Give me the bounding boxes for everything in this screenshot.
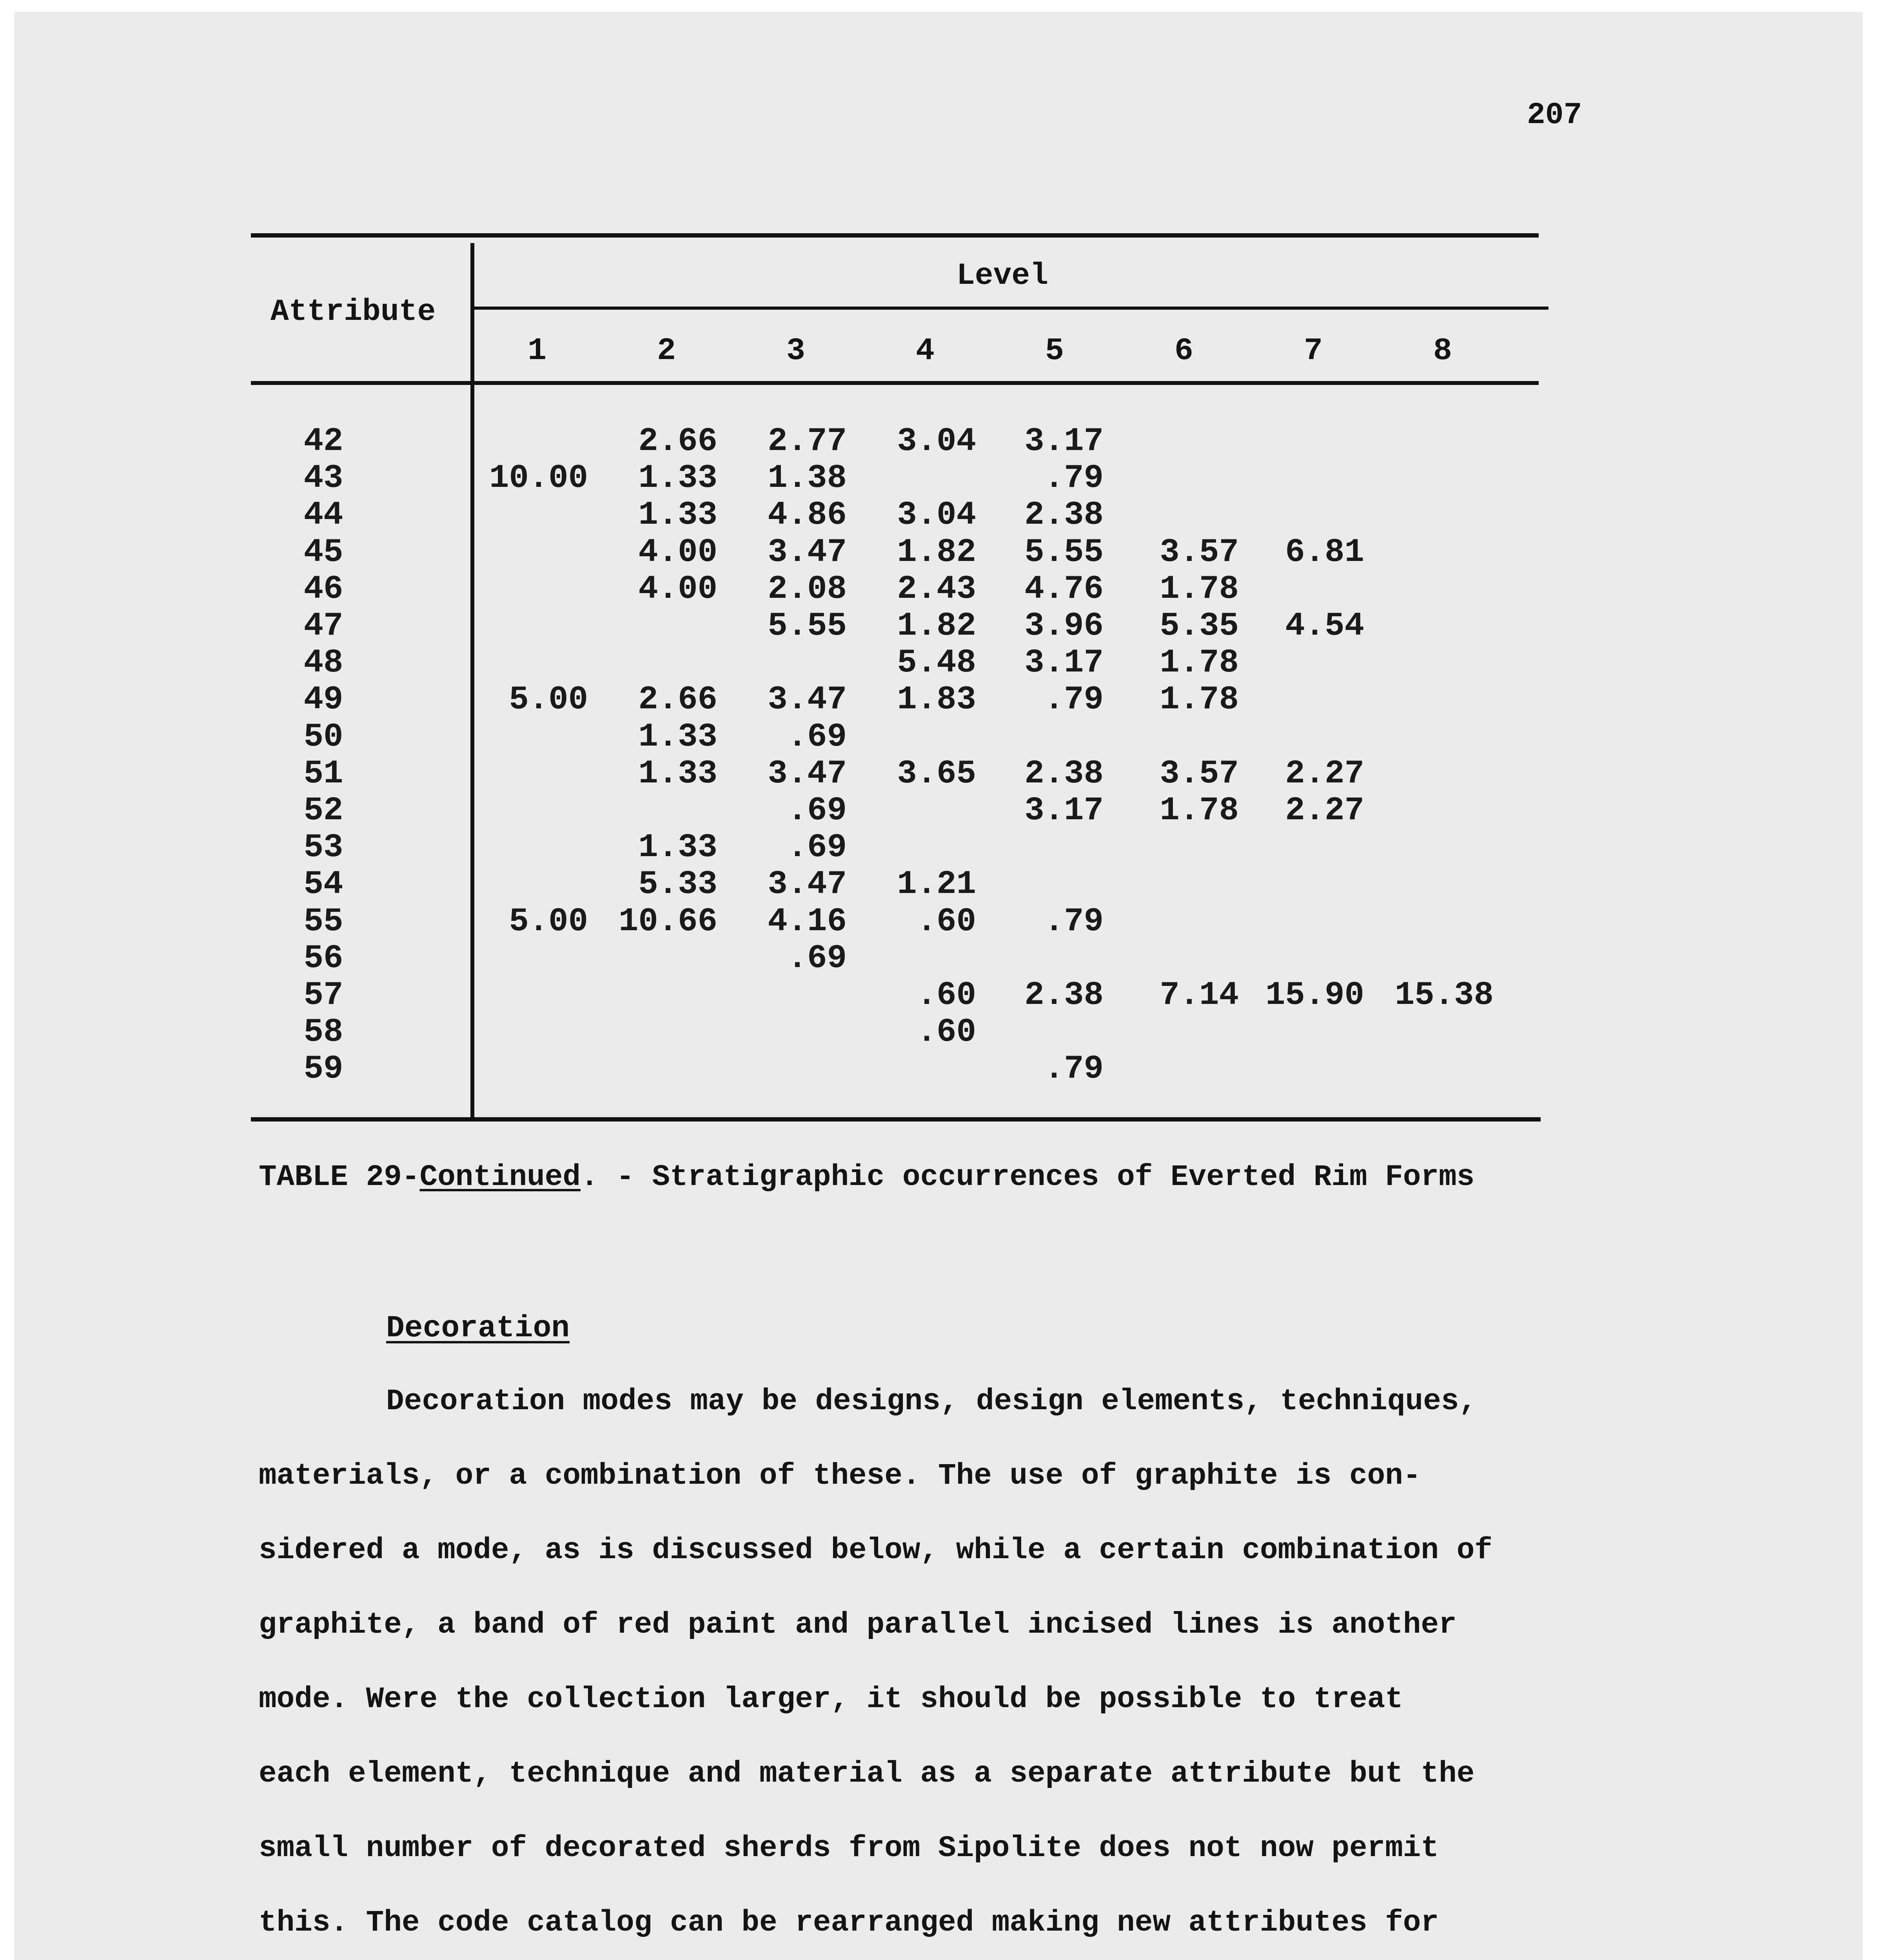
table-cell: 2.43 (897, 571, 976, 608)
attribute-cell: 58 (303, 1014, 343, 1051)
table-bottom-rule (251, 1117, 1541, 1122)
level-column-header: 5 (1045, 333, 1064, 369)
paragraph-line: each element, technique and material as a separate attribute but the (259, 1757, 1475, 1791)
table-cell: 4.54 (1285, 608, 1364, 645)
table-cell: 3.57 (1160, 534, 1239, 571)
caption-prefix: TABLE 29- (259, 1160, 420, 1194)
attribute-cell: 53 (303, 829, 343, 866)
level-column-header: 2 (657, 333, 676, 369)
table-cell: 4.76 (1024, 571, 1104, 608)
table-cell: 2.27 (1285, 755, 1364, 793)
table-cell: 4.00 (638, 571, 717, 608)
table-cell: 3.04 (897, 423, 976, 460)
table-cell: 15.90 (1265, 977, 1364, 1014)
table-cell: .60 (917, 977, 976, 1014)
table-cell: .79 (1044, 1051, 1104, 1088)
table-cell: 2.08 (768, 571, 847, 608)
table-cell: 4.16 (768, 903, 847, 940)
attribute-cell: 56 (303, 940, 343, 977)
paragraph-line: small number of decorated sherds from Sipolite does not now permit (259, 1831, 1439, 1865)
table-cell: .69 (787, 829, 847, 866)
table-cell: 3.17 (1024, 792, 1104, 829)
table-cell: 4.86 (768, 497, 847, 534)
caption-suffix: . - Stratigraphic occurrences of Everted Rim Forms (580, 1160, 1475, 1194)
table-cell: 5.55 (768, 608, 847, 645)
table-cell: .60 (917, 903, 976, 940)
table-cell: .69 (787, 792, 847, 829)
table-cell: 5.35 (1160, 608, 1239, 645)
attribute-cell: 59 (303, 1051, 343, 1088)
attribute-cell: 52 (303, 792, 343, 829)
table-cell: 3.65 (897, 755, 976, 793)
attribute-cell: 46 (303, 571, 343, 608)
table-cell: .69 (787, 719, 847, 756)
paragraph-line: graphite, a band of red paint and parallel incised lines is another (259, 1608, 1457, 1642)
attribute-cell: 47 (303, 608, 343, 645)
table-cell: 3.17 (1024, 423, 1104, 460)
table-cell: 1.78 (1160, 571, 1239, 608)
paragraph-line: Decoration modes may be designs, design elements, techniques, (386, 1385, 1477, 1418)
attribute-cell: 44 (303, 497, 343, 534)
table-cell: 3.17 (1024, 644, 1104, 682)
level-header: Level (957, 259, 1049, 293)
table-cell: 3.04 (897, 497, 976, 534)
table-cell: .69 (787, 940, 847, 977)
table-cell: 5.55 (1024, 534, 1104, 571)
table-cell: 5.33 (638, 866, 717, 903)
attribute-cell: 55 (303, 903, 343, 940)
table-cell: 1.33 (638, 755, 717, 793)
table-cell: 5.48 (897, 644, 976, 682)
table-cell: 2.27 (1285, 792, 1364, 829)
table-cell: 15.38 (1394, 977, 1494, 1014)
attribute-header: Attribute (270, 295, 436, 329)
table-cell: 1.82 (897, 608, 976, 645)
table-cell: 1.33 (638, 460, 717, 497)
attribute-cell: 48 (303, 644, 343, 682)
table-cell: 1.33 (638, 497, 717, 534)
level-column-header: 8 (1433, 333, 1452, 369)
table-cell: 7.14 (1160, 977, 1239, 1014)
table-cell: 1.78 (1160, 644, 1239, 682)
table-cell: 10.00 (489, 460, 588, 497)
level-column-header: 1 (527, 333, 546, 369)
attribute-cell: 57 (303, 977, 343, 1014)
table-cell: 1.33 (638, 829, 717, 866)
table-cell: .79 (1044, 460, 1104, 497)
table-caption (259, 1160, 1474, 1194)
table-cell: 3.47 (768, 681, 847, 719)
table-cell: 2.38 (1024, 755, 1104, 793)
attribute-cell: 43 (303, 460, 343, 497)
paragraph-line: mode. Were the collection larger, it should be possible to treat (259, 1682, 1403, 1716)
table-cell: 1.83 (897, 681, 976, 719)
table-cell: 1.78 (1160, 792, 1239, 829)
page-number: 207 (1527, 98, 1582, 132)
attribute-cell: 42 (303, 423, 343, 460)
attribute-cell: 45 (303, 534, 343, 571)
table-cell: .79 (1044, 903, 1104, 940)
header-bottom-rule (251, 381, 1539, 385)
table-cell: 2.38 (1024, 977, 1104, 1014)
paragraph-line: materials, or a combination of these. The use of graphite is con- (259, 1459, 1421, 1493)
table-cell: 1.33 (638, 719, 717, 756)
table-cell: 1.82 (897, 534, 976, 571)
table-cell: 10.66 (618, 903, 717, 940)
caption-continued: Continued (419, 1160, 581, 1194)
table-cell: 5.00 (509, 681, 588, 719)
table-cell: 3.96 (1024, 608, 1104, 645)
table-cell: 4.00 (638, 534, 717, 571)
level-column-header: 7 (1303, 333, 1323, 369)
table-cell: 3.57 (1160, 755, 1239, 793)
paragraph-line: sidered a mode, as is discussed below, while a certain combination of (259, 1534, 1492, 1567)
section-heading: Decoration (386, 1311, 570, 1346)
attribute-cell: 50 (303, 719, 343, 756)
table-cell: 5.00 (509, 903, 588, 940)
body-paragraph (259, 1378, 1576, 1960)
table-top-rule (251, 233, 1539, 238)
table-cell: 1.78 (1160, 681, 1239, 719)
table-cell: 2.66 (638, 681, 717, 719)
table-cell: 2.38 (1024, 497, 1104, 534)
attribute-cell: 54 (303, 866, 343, 903)
level-column-header: 3 (786, 333, 805, 369)
table-cell: 3.47 (768, 755, 847, 793)
attribute-cell: 49 (303, 681, 343, 719)
attribute-cell: 51 (303, 755, 343, 793)
level-column-header: 4 (915, 333, 935, 369)
table-cell: 1.21 (897, 866, 976, 903)
table-cell: 2.66 (638, 423, 717, 460)
table-cell: .60 (917, 1014, 976, 1051)
table-cell: 1.38 (768, 460, 847, 497)
table-cell: 3.47 (768, 866, 847, 903)
level-header-rule (474, 307, 1548, 310)
paragraph-line: this. The code catalog can be rearranged making new attributes for (259, 1906, 1439, 1940)
table-cell: 2.77 (768, 423, 847, 460)
table-cell: 3.47 (768, 534, 847, 571)
table-cell: .79 (1044, 681, 1104, 719)
table-cell: 6.81 (1285, 534, 1364, 571)
level-column-header: 6 (1174, 333, 1193, 369)
